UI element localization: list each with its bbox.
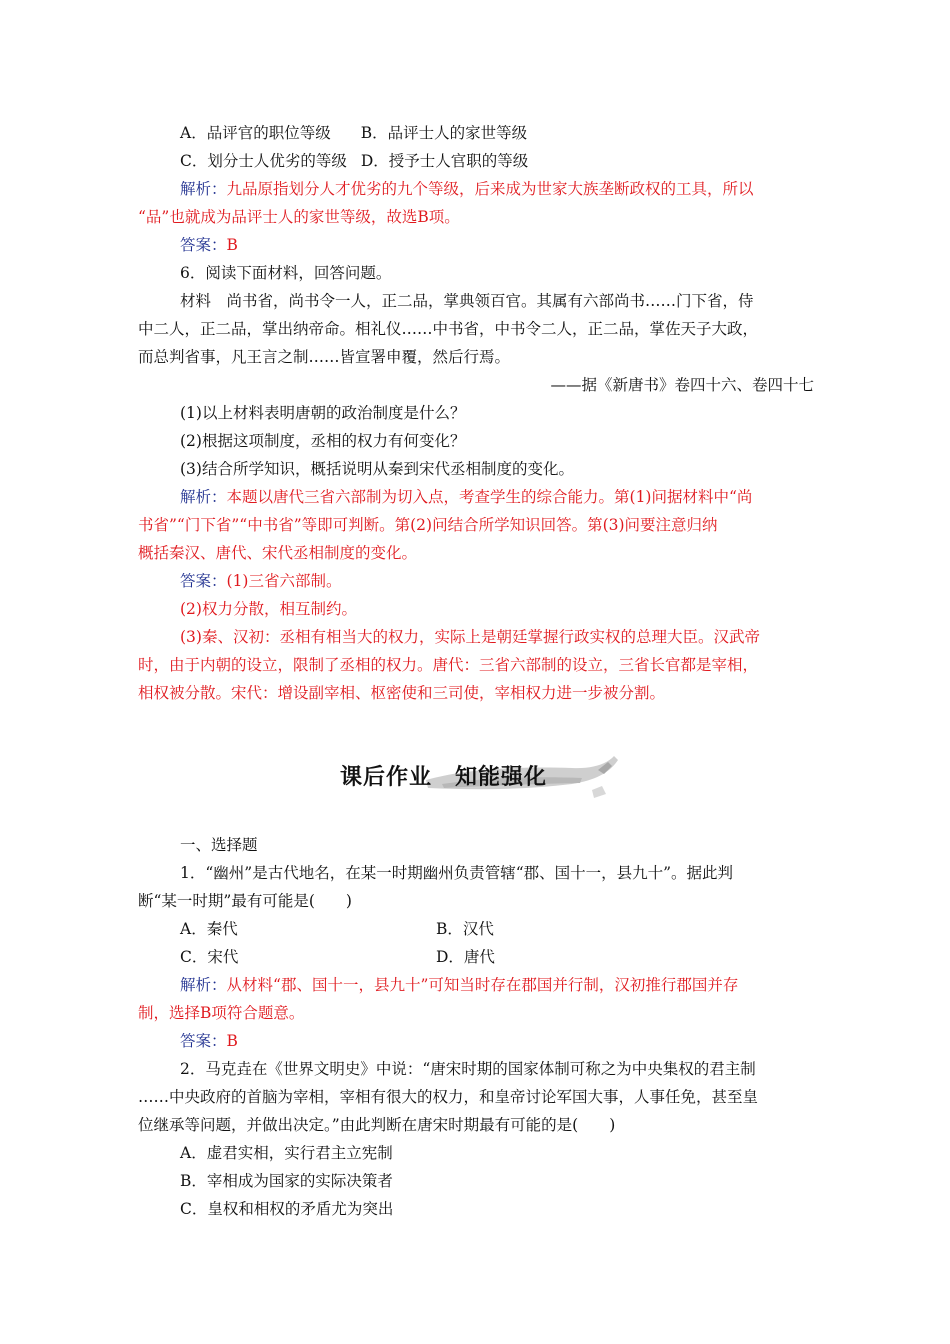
q6-answer-line-3: (3)秦、汉初：丞相有相当大的权力，实际上是朝廷掌握行政实权的总理大臣。汉武帝 bbox=[180, 628, 760, 646]
q2-option-c: C．皇权和相权的矛盾尤为突出 bbox=[180, 1200, 394, 1218]
q1-option-b: B．汉代 bbox=[436, 920, 494, 938]
q5-analysis-line-1: 解析：九品原指划分人才优劣的九个等级，后来成为世家大族垄断政权的工具，所以 bbox=[180, 180, 754, 198]
q1-analysis-line-2: 制，选择B项符合题意。 bbox=[138, 1004, 305, 1022]
q6-analysis-line-3: 概括秦汉、唐代、宋代丞相制度的变化。 bbox=[138, 544, 418, 562]
q2-stem-line-1: 2．马克垚在《世界文明史》中说：“唐宋时期的国家体制可称之为中央集权的君主制 bbox=[180, 1060, 756, 1078]
q6-analysis-label: 解析： bbox=[180, 488, 227, 506]
q2-option-a: A．虚君实相，实行君主立宪制 bbox=[180, 1144, 393, 1162]
q2-stem-line-2: ……中央政府的首脑为宰相，宰相有很大的权力，和皇帝讨论军国大事，人事任免，甚至皇 bbox=[138, 1088, 759, 1106]
q6-answer-label: 答案： bbox=[180, 572, 227, 590]
section-title: 课后作业 知能强化 bbox=[340, 765, 548, 790]
q6-answer-line-2: (2)权力分散，相互制约。 bbox=[180, 600, 357, 618]
q6-source: ——据《新唐书》卷四十六、卷四十七 bbox=[550, 376, 814, 394]
q1-option-d: D．唐代 bbox=[436, 948, 495, 966]
q1-stem-line-1: 1．“幽州”是古代地名，在某一时期幽州负责管辖“郡、国十一，县九十”。据此判 bbox=[180, 864, 734, 882]
q5-option-a: A．品评官的职位等级 bbox=[180, 124, 331, 142]
q1-option-a: A．秦代 bbox=[180, 920, 238, 938]
q5-answer-label: 答案： bbox=[180, 236, 227, 254]
q5-option-c: C．划分士人优劣的等级 bbox=[180, 152, 347, 170]
q1-option-row-1 bbox=[180, 919, 814, 939]
q6-answer-line-4: 时，由于内朝的设立，限制了丞相的权力。唐代：三省六部制的设立，三省长官都是宰相， bbox=[138, 656, 759, 674]
q5-option-d: D．授予士人官职的等级 bbox=[360, 152, 529, 170]
q1-answer bbox=[180, 1031, 814, 1051]
q5-answer bbox=[180, 235, 814, 255]
q1-option-c: C．宋代 bbox=[180, 948, 239, 966]
q5-answer-value: B bbox=[226, 236, 238, 254]
q6-answer-line-1: 答案：(1)三省六部制。 bbox=[180, 572, 342, 590]
q1-analysis-line-1: 解析：从材料“郡、国十一，县九十”可知当时存在郡国并行制，汉初推行郡国并存 bbox=[180, 976, 739, 994]
q6-sub-question-1: (1)以上材料表明唐朝的政治制度是什么？ bbox=[180, 404, 466, 422]
q1-analysis-label: 解析： bbox=[180, 976, 227, 994]
q2-stem-line-3: 位继承等问题，并做出决定。”由此判断在唐宋时期最有可能的是( ) bbox=[138, 1116, 616, 1134]
q1-stem-line-2: 断“某一时期”最有可能是( ) bbox=[138, 892, 352, 910]
q5-option-row-1 bbox=[180, 123, 814, 143]
part1-heading: 一、选择题 bbox=[180, 836, 258, 854]
q6-sub-question-2: (2)根据这项制度，丞相的权力有何变化？ bbox=[180, 432, 466, 450]
q1-answer-value: B bbox=[226, 1032, 238, 1050]
q5-analysis-line-2: “品”也就成为品评士人的家世等级，故选B项。 bbox=[138, 208, 460, 226]
q5-option-row-2 bbox=[180, 151, 814, 171]
q1-option-row-2 bbox=[180, 947, 814, 967]
q5-option-b: B．品评士人的家世等级 bbox=[360, 124, 528, 142]
q6-material-line-3: 而总判省事，凡王言之制……皆宣署申覆，然后行焉。 bbox=[138, 348, 511, 366]
q5-analysis-label: 解析： bbox=[180, 180, 227, 198]
q2-option-b: B．宰相成为国家的实际决策者 bbox=[180, 1172, 393, 1190]
q6-material-line-2: 中二人，正二品，掌出纳帝命。相礼仪……中书省，中书令二人，正二品，掌佐天子大政， bbox=[138, 320, 759, 338]
q6-answer-line-5: 相权被分散。宋代：增设副宰相、枢密使和三司使，宰相权力进一步被分割。 bbox=[138, 684, 666, 702]
q1-answer-label: 答案： bbox=[180, 1032, 227, 1050]
q6-analysis-line-2: 书省”“门下省”“中书省”等即可判断。第(2)问结合所学知识回答。第(3)问要注意归纳 bbox=[138, 516, 718, 534]
q6-analysis-line-1: 解析：本题以唐代三省六部制为切入点，考查学生的综合能力。第(1)问据材料中“尚 bbox=[180, 488, 753, 506]
q6-material-line-1: 材料 尚书省，尚书令一人，正二品，掌典领百官。其属有六部尚书……门下省，侍 bbox=[180, 292, 754, 310]
q6-stem: 6．阅读下面材料，回答问题。 bbox=[180, 264, 392, 282]
q6-sub-question-3: (3)结合所学知识，概括说明从秦到宋代丞相制度的变化。 bbox=[180, 460, 574, 478]
